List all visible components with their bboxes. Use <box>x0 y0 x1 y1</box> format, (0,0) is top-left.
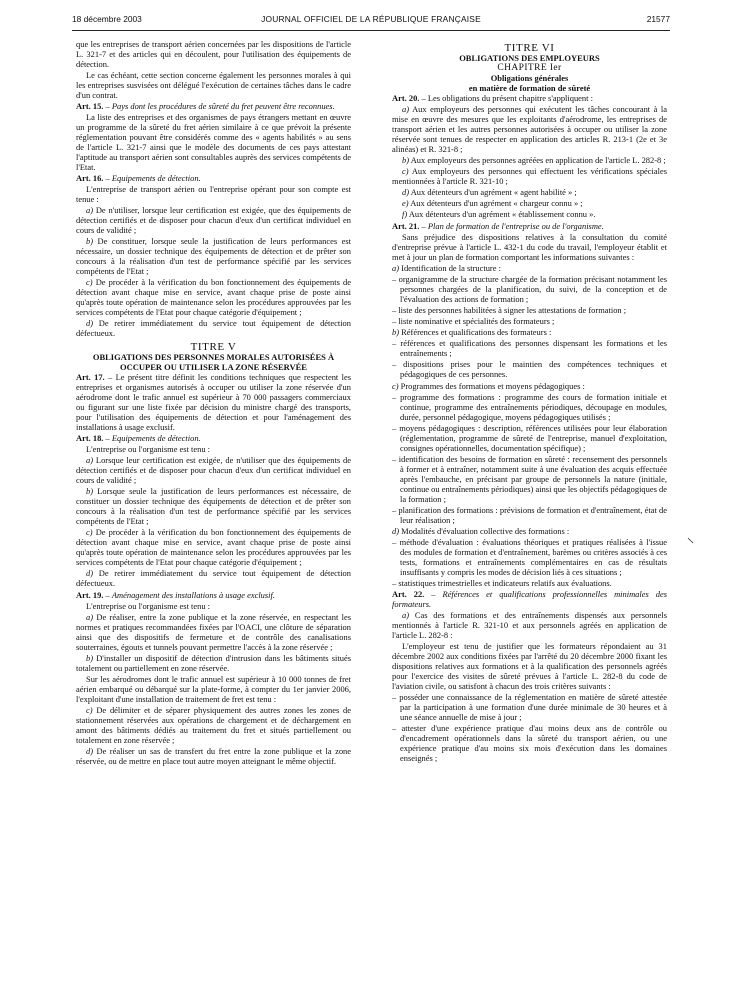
paragraph-text: De réaliser un sas de transfert du fret entre la zone publique et la zone réservée, ou de mettre en place tout autre moyen atteignant le même objectif. <box>76 745 352 766</box>
paragraph <box>392 105 667 155</box>
paragraph-text: Modalités d'évaluation collective des formations : <box>401 525 570 536</box>
paragraph-text: L'employeur est tenu de justifier que les formateurs répondaient au 31 décembre 2002 aux conditions fixées par l'arrêté du 20 décembre 2000 fixant les dispositions relatives aux formations et à la qualification des personnels agréés pour l'exercice des visites de sûreté prévues à l'article L. 282-8 du code de l'aviation civile, ou satisfont à chacun des trois critères suivants : <box>392 641 667 692</box>
paragraph-text: Aux employeurs des personnes agréées en application de l'article L. 282-8 ; <box>410 154 666 165</box>
item-letter: a) <box>86 611 94 622</box>
list-item: – références et qualifications des personnes dispensant les formations et les entraînements ; <box>392 338 667 359</box>
article-heading: Art. 19. – Aménagement des installations à usage exclusif. <box>76 589 275 600</box>
paragraph-text: Programmes des formations et moyens pédagogiques : <box>400 380 585 391</box>
list-item: – dispositions prises pour le maintien des compétences techniques et pédagogiques de ces personnes. <box>392 359 667 380</box>
article-number: Art. 19. <box>76 589 104 600</box>
item-letter: b) <box>86 652 94 663</box>
paragraph <box>76 747 351 767</box>
article-heading: Art. 20. – Les obligations du présent chapitre s'appliquent : <box>392 92 593 103</box>
paragraph-text: Cas des formations et des entraînements dispensés aux personnels mentionnés à l'article R. 321-10 et aux personnels agréés en application de l'article L. 282-8 : <box>392 610 668 641</box>
chapter-title: CHAPITRE Ier <box>497 62 562 73</box>
header-date: 18 décembre 2003 <box>72 14 142 24</box>
item-letter: c) <box>86 277 93 288</box>
article-number: Art. 21. <box>392 220 420 231</box>
chapter-subtitle: en matière de formation de sûreté <box>468 82 591 93</box>
paragraph <box>76 185 351 205</box>
article-number: Art. 16. <box>76 173 104 184</box>
paragraph-text: Aux détenteurs d'un agrément « établissement connu ». <box>408 209 596 220</box>
paragraph-text: De procéder à la vérification du bon fonctionnement des équipements de détection avant chaque mise en service, avant chaque prise de poste ainsi qu'après toute opération de maintenance selon les procédures approuvées par les services compétents de l'Etat pour chaque catégorie d'équipement ; <box>76 277 351 318</box>
list-item: – attester d'une expérience pratique d'au moins deux ans de contrôle ou d'encadrement opérationnels dans la sûreté du transport aérien, ou une expérience pratique d'au moins six mois d'exécution dans les domaines enseignés ; <box>392 723 667 764</box>
list-item: – moyens pédagogiques : description, références utilisées pour leur élaboration (réglementation, programme de sûreté de l'entreprise, manuel d'exploitation, consignes opérationnelles, documentation spécifique) ; <box>392 422 667 453</box>
item-letter: b) <box>402 154 410 165</box>
stray-mark <box>686 536 696 546</box>
section-title: TITRE VI <box>504 42 555 54</box>
paragraph-text: De délimiter et de séparer physiquement des autres zones les zones de stationnement réservées aux opérations de chargement et de déchargement en amont des bâtiments dédiés au traitement du fret et situés partiellement ou totalement en zone réservée ; <box>76 704 352 745</box>
paragraph <box>392 167 667 187</box>
article-heading: Art. 22. – Références et qualifications professionnelles minimales des formateurs. <box>392 589 667 610</box>
item-letter: b) <box>86 236 94 247</box>
paragraph <box>392 188 667 198</box>
paragraph-text: Le cas échéant, cette section concerne également les personnes morales à qui les entreprises susvisées ont délégué l'exécution de certaines tâches dans le cadre d'un contrat. <box>76 70 351 100</box>
paragraph-text: que les entreprises de transport aérien concernées par les dispositions de l'article L. 321-7 et des articles qui en découlent, pour l'utilisation des équipements de détection. <box>76 39 351 69</box>
item-letter: a) <box>392 262 400 273</box>
paragraph <box>76 40 351 70</box>
paragraph <box>76 319 351 339</box>
chapter-subtitle: Obligations générales <box>490 72 569 83</box>
article-text: Equipements de détection. <box>111 173 201 184</box>
section-heading: OBLIGATIONS DES PERSONNES MORALES AUTORISÉES À OCCUPER OU UTILISER LA ZONE RÉSERVÉE <box>92 352 335 373</box>
item-letter: d) <box>86 568 94 579</box>
article-number: Art. 15. <box>76 101 104 112</box>
left-column <box>76 40 351 768</box>
section-heading: OBLIGATIONS DES EMPLOYEURS <box>459 52 600 63</box>
article-text: Aménagement des installations à usage exclusif. <box>111 589 275 600</box>
list-item: – statistiques trimestrielles et indicateurs relatifs aux évaluations. <box>392 577 612 588</box>
paragraph <box>76 613 351 653</box>
article-number: Art. 17. <box>76 372 105 383</box>
paragraph <box>76 113 351 173</box>
paragraph-text: De retirer immédiatement du service tout équipement de détection défectueux. <box>76 318 351 339</box>
list-item: – programme des formations : programme des cours de formation initiale et continue, programme des entraînements périodiques, découpage en modules, durée, personnel pédagogique, moyens pédagogiques utilisés ; <box>392 391 667 422</box>
paragraph <box>76 569 351 589</box>
article-heading: Art. 16. – Equipements de détection. <box>76 173 201 184</box>
list-item: – liste nominative et spécialités des formateurs ; <box>392 316 555 327</box>
paragraph <box>392 264 667 274</box>
paragraph-text: D'installer un dispositif de détection d'intrusion dans les bâtiments situés totalement ou partiellement en zone réservée. <box>76 652 351 673</box>
paragraph <box>76 71 351 101</box>
article-text: Pays dont les procédures de sûreté du fret peuvent être reconnues. <box>111 101 335 112</box>
paragraph <box>76 206 351 236</box>
paragraph-text: L'entreprise ou l'organisme est tenu : <box>86 600 211 611</box>
item-letter: d) <box>86 318 94 329</box>
item-letter: d) <box>392 525 400 536</box>
paragraph-text: Lorsque leur certification est exigée, de n'utiliser que des équipements de détection certifiés et de disposer pour chacun d'eux d'un certificat individuel en cours de validité ; <box>76 455 351 486</box>
paragraph-text: De n'utiliser, lorsque leur certification est exigée, que des équipements de détection certifiés et de disposer pour chacun d'eux d'un certificat individuel en cours de validité ; <box>76 205 351 236</box>
item-letter: b) <box>392 327 400 338</box>
list-item: – planification des formations : prévisions de formation et d'entraînement, état de leur réalisation ; <box>392 504 667 525</box>
item-letter: a) <box>86 205 94 216</box>
paragraph <box>392 156 667 166</box>
right-column <box>392 40 667 765</box>
item-letter: a) <box>402 610 410 621</box>
header-page-number: 21577 <box>646 14 670 24</box>
paragraph <box>392 199 667 209</box>
paragraph-text: Aux détenteurs d'un agrément « agent habilité » ; <box>410 187 577 198</box>
paragraph <box>76 278 351 318</box>
paragraph <box>392 642 667 692</box>
paragraph-text: Aux employeurs des personnes qui exécutent les tâches concourant à la mise en œuvre des mesures que les exploitants d'aérodrome, les entreprises de transport aérien et les autres personnes autorisées à occuper ou utiliser la zone réservée sont tenues de respecter en application des articles R. 213-1 (2e et 3e alinéas) et R. 321-8 ; <box>392 103 667 154</box>
paragraph <box>76 237 351 277</box>
article-text: Références et qualifications professionnelles minimales des formateurs. <box>392 589 667 610</box>
article-number: Art. 22. <box>392 589 425 600</box>
paragraph <box>76 445 351 455</box>
paragraph-text: Identification de la structure : <box>401 262 501 273</box>
paragraph-text: L'entreprise ou l'organisme est tenu : <box>86 444 211 455</box>
list-item: – liste des personnes habilitées à signer les attestations de formation ; <box>392 304 627 315</box>
paragraph <box>76 706 351 746</box>
paragraph-text: Lorsque seule la justification de leurs performances est nécessaire, de constituer un dossier technique des équipements de détection et de prêter son concours à la réalisation d'un test de performance spécifié par les services compétents de l'Etat ; <box>76 486 351 527</box>
paragraph <box>392 527 667 537</box>
item-letter: a) <box>402 103 410 114</box>
header-journal-title: JOURNAL OFFICIEL DE LA RÉPUBLIQUE FRANÇAISE <box>261 14 481 24</box>
paragraph-text: L'entreprise de transport aérien ou l'entreprise opérant pour son compte est tenue : <box>76 184 351 205</box>
paragraph <box>76 528 351 568</box>
article-heading: Art. 18. – Equipements de détection. <box>76 433 201 444</box>
section-title: TITRE V <box>190 341 237 354</box>
item-letter: e) <box>402 198 409 209</box>
item-letter: c) <box>392 380 399 391</box>
item-letter: c) <box>86 527 93 538</box>
paragraph <box>76 654 351 674</box>
paragraph <box>392 210 667 220</box>
item-letter: c) <box>86 704 93 715</box>
item-letter: b) <box>86 486 94 497</box>
paragraph <box>76 602 351 612</box>
article-heading: Art. 17. – Le présent titre définit les conditions techniques que respectent les entreprises et organismes autorisés à occuper ou utiliser la zone réservée d'un aérodrome dont le trafic annuel est supérieur à 70 000 passagers commerciaux ou figurant sur une liste fixée par décision du ministre chargé des transports, pour l'utilisation des équipements de détection et pour l'aménagement des installations à usage exclusif. <box>76 372 351 432</box>
paragraph <box>76 456 351 486</box>
list-item: – organigramme de la structure chargée de la formation précisant notamment les personnes chargées de la planification, du suivi, de la conception et de l'évaluation des actions de formation ; <box>392 273 667 304</box>
paragraph-text: Sans préjudice des dispositions relatives à la consultation du comité d'entreprise prévue à l'article L. 432-1 du code du travail, l'employeur établit et met à jour un plan de formation comportant les informations suivantes : <box>392 231 667 262</box>
item-letter: c) <box>402 166 409 176</box>
paragraph <box>392 611 667 641</box>
paragraph <box>392 233 667 263</box>
paragraph-text: De retirer immédiatement du service tout équipement de détection défectueux. <box>76 568 351 589</box>
list-item: – identification des besoins de formation en sûreté : recensement des personnels à former et à entraîner, notamment suite à une évaluation des acquis effectuée après l'embauche, en précisant par groupe de personnels la nature (initiale, continue ou entraînements périodiques) ainsi que les objectifs pédagogiques de la formation ; <box>392 453 667 504</box>
article-heading: Art. 15. – Pays dont les procédures de sûreté du fret peuvent être reconnues. <box>76 101 335 112</box>
article-text: Le présent titre définit les conditions techniques que respectent les entreprises et organismes autorisés à occuper ou utiliser la zone réservée d'un aérodrome dont le trafic annuel est supérieur à 70 000 passagers commerciaux ou figurant sur une liste fixée par décision du ministre chargé des transports, pour l'utilisation des équipements de détection et pour l'aménagement des installations à usage exclusif. <box>76 372 351 432</box>
list-item: – méthode d'évaluation : évaluations théoriques et pratiques réalisées à l'issue des modules de formation et d'entraînement, barèmes ou critères associés à ces tests, formations et entraînements complémentaires en cas de résultats insuffisants y compris les modes de décision liés à ces situations ; <box>392 536 667 577</box>
paragraph-text: De réaliser, entre la zone publique et la zone réservée, en respectant les normes et pratiques recommandées fixées par l'OACI, une clôture de séparation ainsi que des dispositifs de fermeture et de contrôle des canalisations souterraines, égouts et tunnels pouvant permettre l'accès à la zone réservée ; <box>76 611 351 652</box>
paragraph-text: Aux détenteurs d'un agrément « chargeur connu » ; <box>410 198 583 209</box>
article-number: Art. 18. <box>76 433 104 444</box>
paragraph <box>76 675 351 705</box>
list-item: – posséder une connaissance de la réglementation en matière de sûreté attestée par la participation à une formation d'une durée minimale de 30 heures et à une séance annuelle de mise à jour ; <box>392 692 667 723</box>
article-heading: Art. 21. – Plan de formation de l'entreprise ou de l'organisme. <box>392 220 604 231</box>
header-rule <box>72 30 670 31</box>
article-text: Plan de formation de l'entreprise ou de l'organisme. <box>427 220 604 231</box>
article-number: Art. 20. <box>392 92 420 103</box>
item-letter: d) <box>402 187 410 198</box>
item-letter: f) <box>402 209 408 220</box>
paragraph <box>76 487 351 527</box>
paragraph-text: Aux employeurs des personnes qui effectuent les vérifications spéciales mentionnées à l'article R. 321-10 ; <box>392 166 667 186</box>
paragraph-text: De constituer, lorsque seule la justification de leurs performances est nécessaire, un dossier technique des équipements de détection et de prêter son concours à la réalisation d'un test de performance spécifié par les services compétents de l'Etat ; <box>76 236 352 277</box>
paragraph <box>392 382 667 392</box>
item-letter: a) <box>86 455 94 466</box>
paragraph-text: Références et qualifications des formateurs : <box>401 327 552 338</box>
paragraph-text: La liste des entreprises et des organismes de pays étrangers mettant en œuvre un programme de la sûreté du fret aérien similaire à ce que prévoit la présente réglementation pouvant être considérés comme des « agents habilités » au sens de l'article L. 321-7 ainsi que le modèle des documents de ces pays attestant l'aptitude au transport aérien sont consultables auprès des services compétents de l'Etat. <box>76 112 351 172</box>
paragraph-text: Sur les aérodromes dont le trafic annuel est supérieur à 10 000 tonnes de fret aérien embarqué ou débarqué sur la plate-forme, à compter du 1er janvier 2006, l'exploitant d'une installation de traitement de fret est tenu : <box>76 673 351 704</box>
article-text: Equipements de détection. <box>111 433 201 444</box>
page-header <box>72 14 670 28</box>
item-letter: d) <box>86 745 94 756</box>
article-text: Les obligations du présent chapitre s'appliquent : <box>427 92 593 103</box>
paragraph <box>392 328 667 338</box>
paragraph-text: De procéder à la vérification du bon fonctionnement des équipements de détection avant chaque mise en service, avant chaque prise de poste ainsi qu'après toute opération de maintenance selon les procédures approuvées par les services compétents de l'Etat pour chaque catégorie d'équipement ; <box>76 527 351 568</box>
